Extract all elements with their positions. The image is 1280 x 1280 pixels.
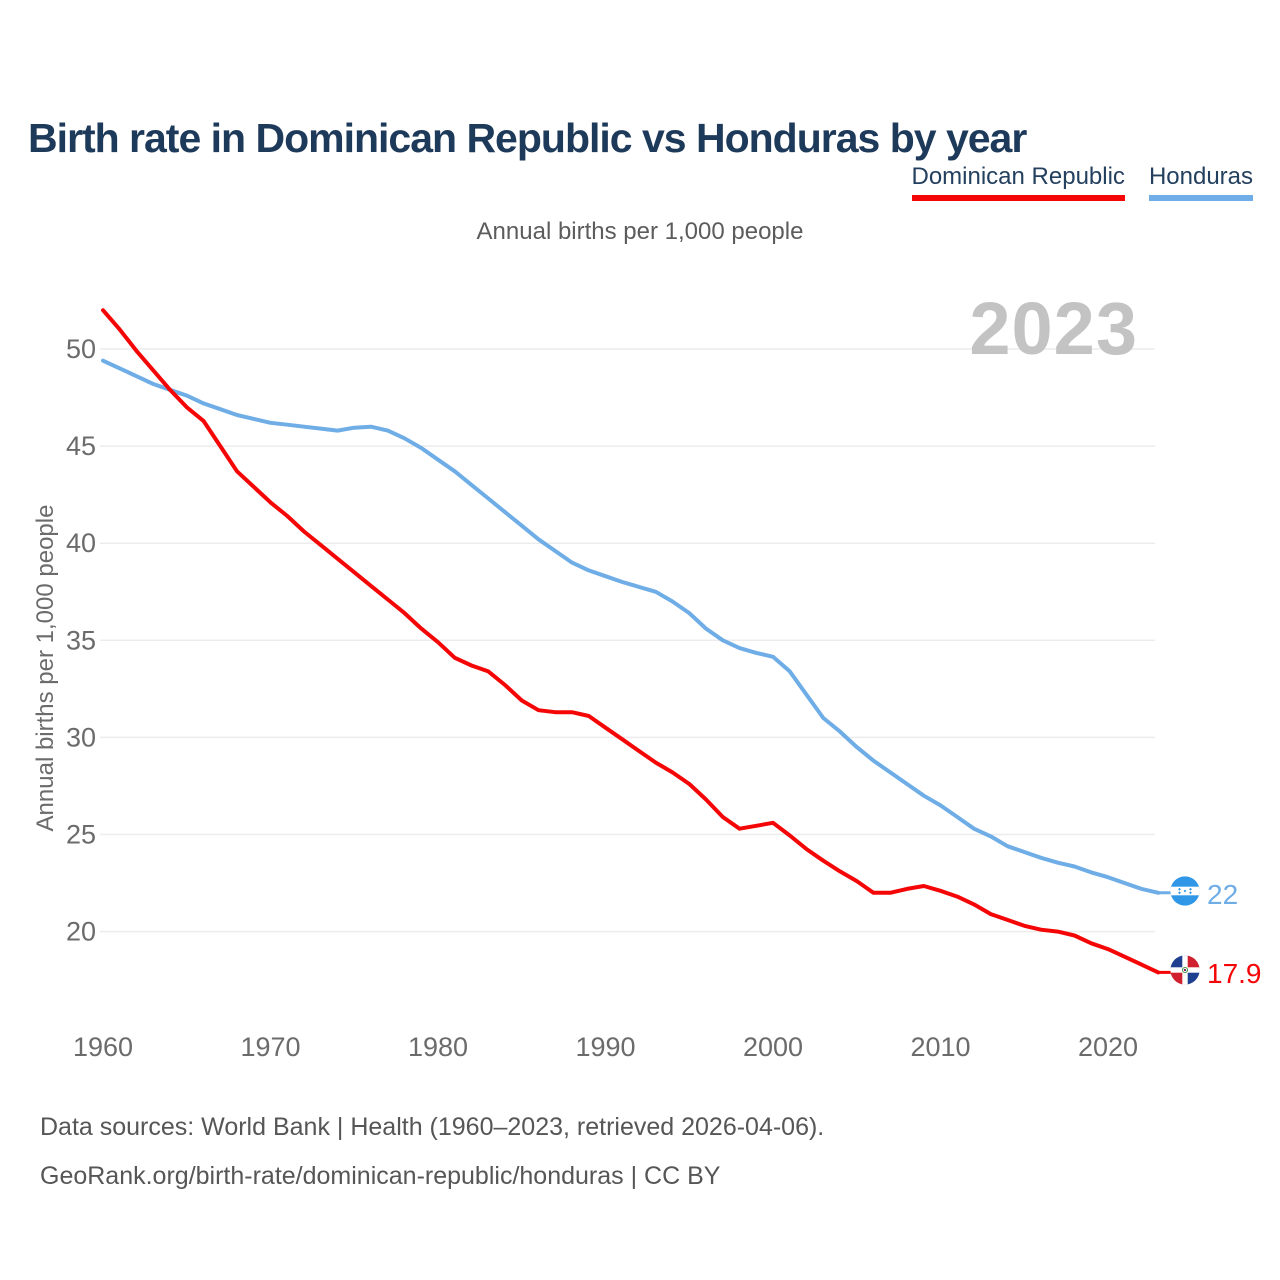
y-axis-title: Annual births per 1,000 people — [32, 504, 59, 832]
x-tick-2000: 2000 — [742, 1032, 804, 1062]
x-tick-1970: 1970 — [240, 1032, 301, 1062]
series-line-dominican-republic[interactable] — [103, 310, 1158, 972]
honduras-flag-icon — [1170, 876, 1200, 913]
footer-data-sources: Data sources: World Bank | Health (1960–2023, retrieved 2026-04-06). — [40, 1113, 825, 1141]
footer — [40, 1103, 824, 1201]
end-value-honduras: 22 — [1207, 878, 1239, 910]
x-tick-1980: 1980 — [407, 1032, 469, 1062]
x-tick-1960: 1960 — [72, 1032, 134, 1062]
end-label-honduras — [1170, 876, 1238, 913]
y-tick-25: 25 — [65, 819, 96, 850]
dominican-republic-flag-icon — [1170, 955, 1200, 992]
end-label-dominican-republic — [1170, 955, 1262, 992]
x-tick-2020: 2020 — [1077, 1032, 1139, 1062]
x-tick-1990: 1990 — [575, 1032, 636, 1062]
chart-subtitle: Annual births per 1,000 people — [476, 218, 804, 245]
x-tick-2010: 2010 — [910, 1032, 971, 1062]
footer-attribution: GeoRank.org/birth-rate/dominican-republic/honduras | CC BY — [40, 1162, 721, 1190]
watermark-year: 2023 — [969, 287, 1138, 370]
legend-label-honduras: Honduras — [1148, 163, 1253, 190]
page-title: Birth rate in Dominican Republic vs Honduras by year — [28, 115, 1027, 162]
y-tick-20: 20 — [65, 916, 96, 947]
end-value-dominican-republic: 17.9 — [1207, 957, 1262, 989]
series-line-honduras[interactable] — [103, 361, 1158, 893]
legend-label-dominican-republic: Dominican Republic — [911, 163, 1125, 190]
y-tick-35: 35 — [65, 625, 96, 656]
y-tick-30: 30 — [65, 722, 96, 753]
y-tick-40: 40 — [65, 528, 96, 559]
y-tick-45: 45 — [65, 431, 96, 462]
y-tick-50: 50 — [65, 334, 96, 364]
